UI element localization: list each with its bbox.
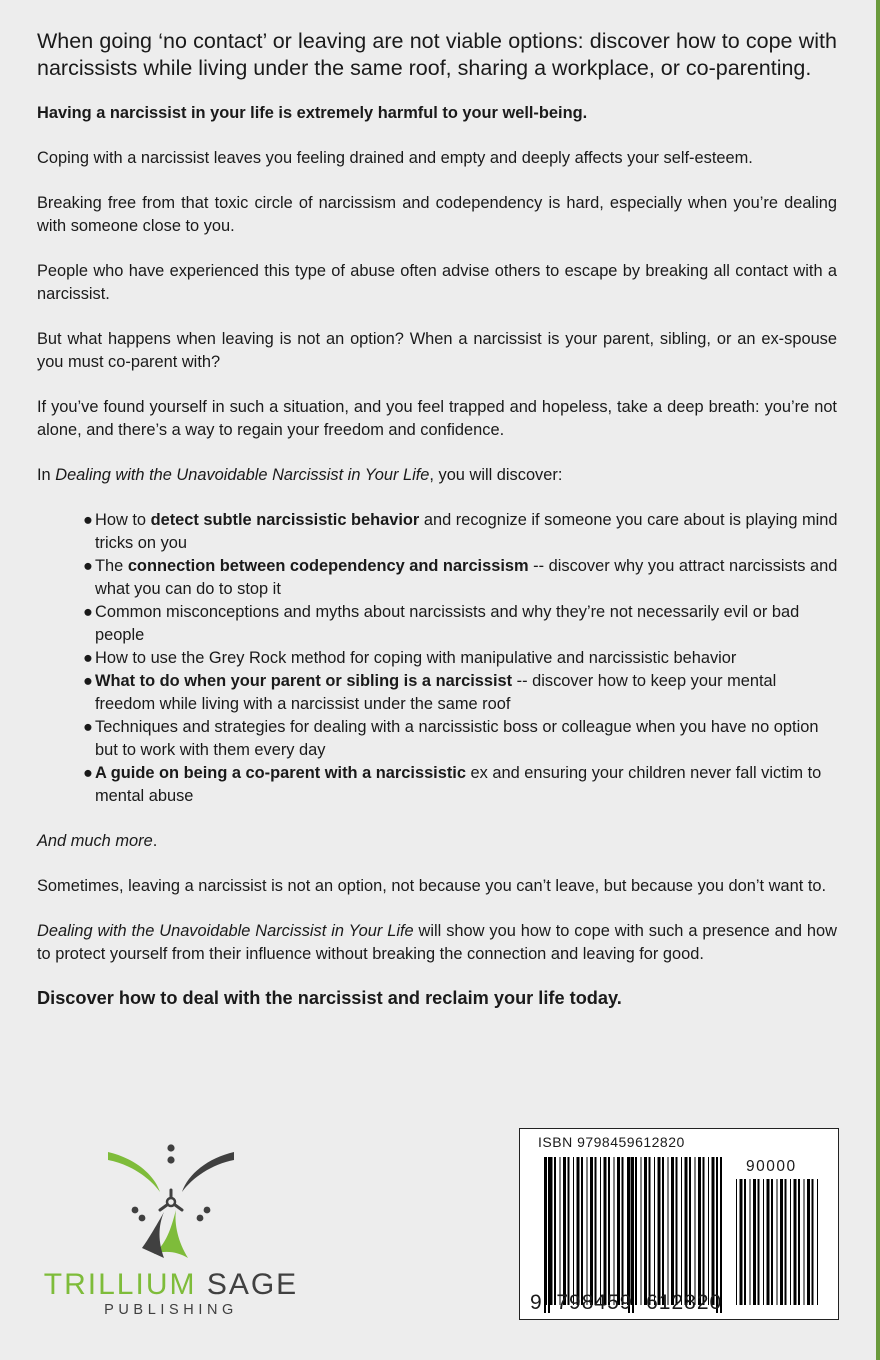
list-item-text: -- discover why you attract narcissists and what you can do to stop it	[95, 557, 838, 598]
barcode-bar	[758, 1179, 760, 1305]
list-item-bold: What to do when your parent or sibling is a narcissist	[95, 672, 513, 690]
closing-call-to-action: Discover how to deal with the narcissist and reclaim your life today.	[37, 988, 622, 1008]
list-item	[83, 670, 838, 716]
paragraph-discover-intro	[37, 464, 837, 487]
barcode-bar	[614, 1157, 615, 1305]
barcode-bar	[780, 1179, 783, 1305]
much-more-italic: And much more	[37, 832, 153, 850]
bullet-dot-icon: ●	[83, 672, 93, 690]
barcode-bar	[604, 1157, 607, 1305]
barcode-bar	[698, 1157, 701, 1305]
publisher-name-sage: SAGE	[196, 1268, 299, 1301]
paragraph-advice: People who have experienced this type of abuse often advise others to escape by breaking all contact with a narcissist.	[37, 262, 837, 303]
barcode-bar	[740, 1179, 743, 1305]
barcode-guard-bar	[720, 1157, 722, 1313]
bullet-dot-icon: ●	[83, 603, 93, 621]
list-item	[83, 647, 838, 670]
benefits-list	[37, 509, 838, 808]
barcode-bar	[635, 1157, 637, 1305]
barcode-bar	[712, 1157, 715, 1305]
book-promise-text: will show you how to cope with such a presence and how to protect yourself from their influence without breaking the connection and leaving for good.	[37, 922, 837, 963]
list-item	[83, 716, 838, 762]
list-item-bold: detect subtle narcissistic behavior	[150, 511, 420, 529]
isbn-barcode	[519, 1128, 839, 1320]
barcode-bar	[681, 1157, 682, 1305]
isbn-label: ISBN 9798459612820	[538, 1134, 685, 1150]
barcode-bar	[627, 1157, 628, 1305]
barcode-bar	[807, 1179, 810, 1305]
barcode-digits	[530, 1291, 722, 1315]
bullet-dot-icon: ●	[83, 764, 93, 782]
bullet-dot-icon: ●	[83, 557, 93, 575]
barcode-bar	[763, 1179, 764, 1305]
list-item-text: and recognize if someone you care about is playing mind tricks on you	[95, 511, 838, 552]
barcode-bar	[671, 1157, 674, 1305]
list-item-text: How to	[95, 511, 151, 529]
barcode-guard-bar	[632, 1157, 634, 1313]
list-item-text: Common misconceptions and myths about narcissists and why they’re not necessarily evil or bad people	[95, 603, 800, 644]
publisher-logo	[36, 1138, 306, 1323]
much-more-period: .	[152, 832, 158, 850]
barcode-bar	[790, 1179, 791, 1305]
barcode-bar	[568, 1157, 570, 1305]
paragraph-book-promise	[37, 920, 837, 966]
barcode-bar	[676, 1157, 678, 1305]
bullet-dot-icon: ●	[83, 511, 93, 529]
barcode-bar	[560, 1157, 561, 1305]
paragraph-question: But what happens when leaving is not an option? When a narcissist is your parent, sibling, or an ex-spouse you must co-parent with?	[37, 330, 837, 371]
barcode-bar	[563, 1157, 566, 1305]
barcode-bar	[689, 1157, 691, 1305]
list-item-text: -- discover how to keep your mental freedom while living with a narcissist under the same roof	[95, 672, 777, 713]
barcode-bar	[685, 1157, 688, 1305]
publisher-name	[40, 1268, 302, 1302]
barcode-bar	[595, 1157, 597, 1305]
barcode-bar	[546, 1157, 547, 1305]
list-item-text: Techniques and strategies for dealing with a narcissistic boss or colleague when you have no option but to work with them every day	[95, 718, 819, 759]
barcode-bar	[590, 1157, 593, 1305]
barcode-guard-bar	[544, 1157, 546, 1313]
barcode-bar	[695, 1157, 696, 1305]
barcode-bar	[608, 1157, 610, 1305]
barcode-bar	[767, 1179, 770, 1305]
cover-edge-stripe	[876, 0, 880, 1360]
barcode-bar	[750, 1179, 751, 1305]
paragraph-drained: Coping with a narcissist leaves you feeling drained and empty and deeply affects your self-esteem.	[37, 149, 753, 167]
barcode-bar	[554, 1157, 556, 1305]
barcode-bar	[812, 1179, 814, 1305]
barcode-guard-bar	[716, 1157, 718, 1313]
barcode-bar	[622, 1157, 624, 1305]
barcode-bar	[662, 1157, 664, 1305]
barcode-bar	[668, 1157, 669, 1305]
list-item	[83, 601, 838, 647]
barcode-bar	[658, 1157, 661, 1305]
barcode-bar	[581, 1157, 583, 1305]
barcode-bar	[641, 1157, 642, 1305]
intro-bold-paragraph: Having a narcissist in your life is extremely harmful to your well-being.	[37, 104, 588, 122]
barcode-bar	[771, 1179, 773, 1305]
barcode-bar	[817, 1179, 818, 1305]
barcode-bar	[573, 1157, 574, 1305]
barcode-bar	[804, 1179, 805, 1305]
back-cover-text	[37, 28, 837, 1009]
barcode-digits-group-2: 612820	[646, 1291, 723, 1314]
list-item-bold: connection between codependency and narcissism	[127, 557, 529, 575]
discover-suffix: , you will discover:	[429, 466, 563, 484]
barcode-bar	[708, 1157, 709, 1305]
list-item	[83, 555, 838, 601]
barcode-digits-group-1: 798459	[556, 1291, 633, 1314]
barcode-bar	[777, 1179, 778, 1305]
barcode-bar	[649, 1157, 651, 1305]
list-item	[83, 762, 838, 808]
barcode-bar	[617, 1157, 620, 1305]
barcode-bar	[577, 1157, 580, 1305]
bullet-dot-icon: ●	[83, 649, 93, 667]
barcode-bar	[753, 1179, 756, 1305]
price-code: 90000	[746, 1158, 797, 1175]
paragraph-much-more	[37, 830, 837, 853]
barcode-bar	[798, 1179, 800, 1305]
barcode-bar	[600, 1157, 601, 1305]
barcode-bar	[794, 1179, 797, 1305]
barcode-bar	[644, 1157, 647, 1305]
barcode-digit-first: 9	[530, 1291, 543, 1314]
paragraph-not-an-option: Sometimes, leaving a narcissist is not an option, not because you can’t leave, but because you don’t want to.	[37, 877, 827, 895]
barcode-bar	[736, 1179, 737, 1305]
paragraph-breaking-free: Breaking free from that toxic circle of narcissism and codependency is hard, especially when you’re dealing with someone close to you.	[37, 194, 837, 235]
list-item-bold: A guide on being a co-parent with a narcissistic	[95, 764, 466, 782]
list-item-text: The	[95, 557, 128, 575]
discover-prefix: In	[37, 466, 56, 484]
publisher-subtitle: PUBLISHING	[104, 1302, 238, 1318]
barcode-bar	[785, 1179, 787, 1305]
book-title-italic: Dealing with the Unavoidable Narcissist in Your Life	[55, 466, 430, 484]
barcode-bar	[587, 1157, 588, 1305]
list-item-text: ex and ensuring your children never fall victim to mental abuse	[95, 764, 822, 805]
barcode-guard-bar	[548, 1157, 550, 1313]
barcode-bar	[654, 1157, 655, 1305]
trillium-logo-icon	[106, 1138, 236, 1263]
barcode-guard-bar	[628, 1157, 630, 1313]
barcode-bar	[703, 1157, 705, 1305]
headline: When going ‘no contact’ or leaving are not viable options: discover how to cope with narcissists while living under the same roof, sharing a workplace, or co-parenting.	[37, 29, 837, 80]
bullet-dot-icon: ●	[83, 718, 93, 736]
book-title-italic: Dealing with the Unavoidable Narcissist in Your Life	[37, 922, 414, 940]
list-item-text: How to use the Grey Rock method for coping with manipulative and narcissistic behavior	[95, 649, 737, 667]
list-item	[83, 509, 838, 555]
barcode-bar	[744, 1179, 746, 1305]
paragraph-reassurance: If you’ve found yourself in such a situation, and you feel trapped and hopeless, take a deep breath: you’re not alone, and there’s a way to regain your freedom and confidence.	[37, 398, 837, 439]
publisher-name-trillium: TRILLIUM	[43, 1268, 197, 1301]
